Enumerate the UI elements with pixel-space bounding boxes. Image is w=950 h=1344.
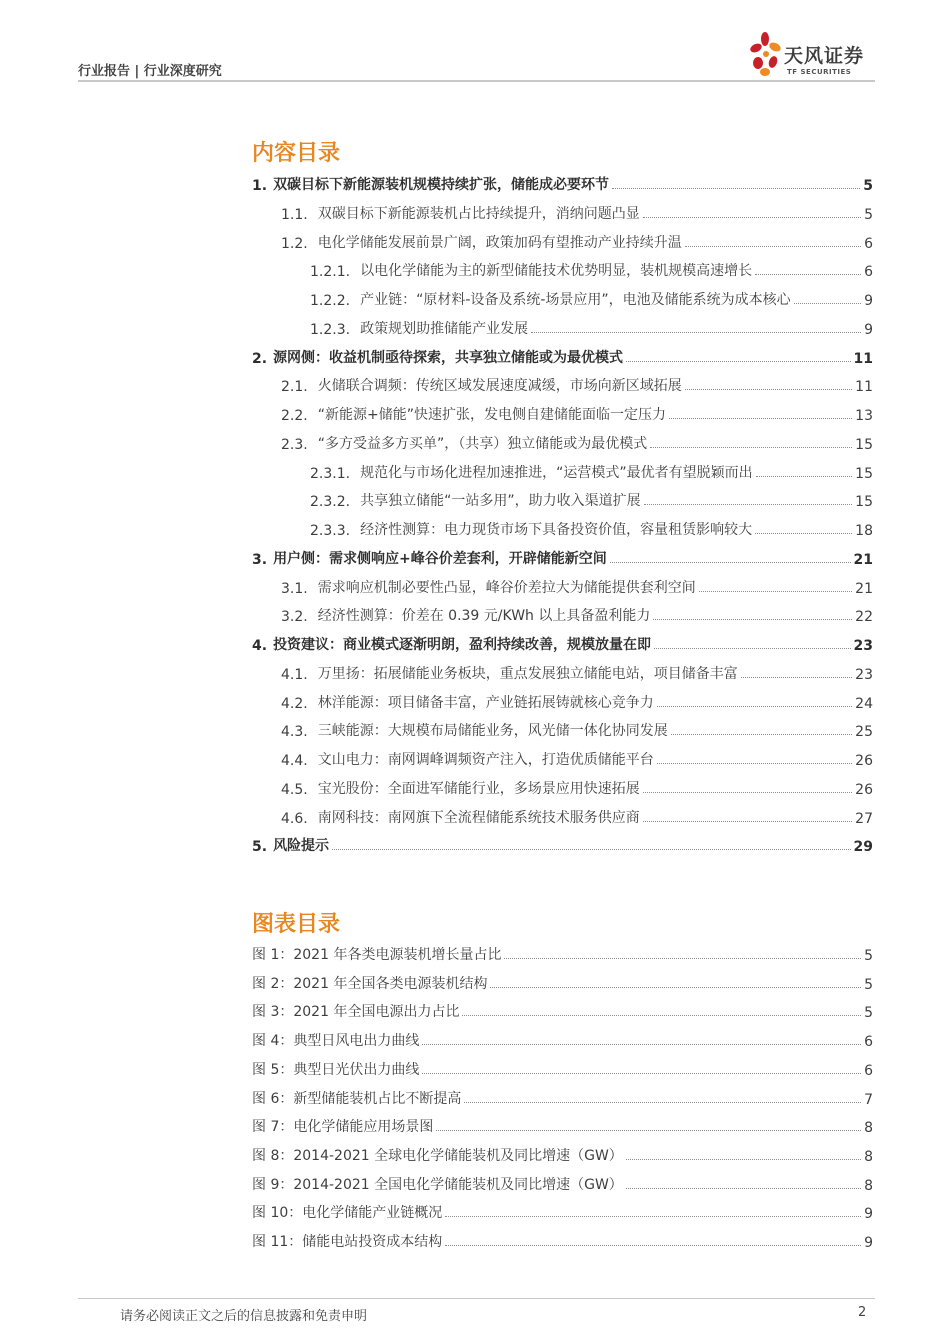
toc-entry[interactable] xyxy=(310,517,873,539)
footer-page-number: 2 xyxy=(858,1305,867,1320)
entry-page: 29 xyxy=(853,839,873,856)
entry-number: 5. xyxy=(252,839,268,856)
entry-page: 9 xyxy=(864,1206,873,1223)
toc-entry[interactable] xyxy=(252,1086,873,1108)
entry-title: 典型日光伏出力曲线 xyxy=(293,1061,420,1078)
dot-leader xyxy=(462,1015,861,1016)
entry-title: 经济性测算：价差在 0.39 元/KWh 以上具备盈利能力 xyxy=(317,608,651,625)
entry-page: 8 xyxy=(864,1120,873,1137)
entry-page: 5 xyxy=(864,1005,873,1022)
entry-page: 18 xyxy=(855,523,873,539)
dot-leader xyxy=(669,418,852,419)
entry-page: 6 xyxy=(864,235,873,252)
entry-title: 投资建议：商业模式逐渐明朗，盈利持续改善，规模放量在即 xyxy=(273,637,652,653)
footer-divider xyxy=(78,1298,875,1299)
entry-page: 26 xyxy=(855,753,873,769)
entry-title: 双碳目标下新能源装机占比持续提升，消纳问题凸显 xyxy=(317,205,640,222)
toc-entry[interactable] xyxy=(310,488,873,510)
toc-entry[interactable] xyxy=(281,230,873,252)
dot-leader xyxy=(436,1130,861,1131)
entry-page: 6 xyxy=(864,264,873,281)
entry-page: 8 xyxy=(864,1177,873,1194)
entry-page: 21 xyxy=(853,551,873,568)
logo-name-en: TF SECURITIES xyxy=(787,68,852,76)
entry-title: 经济性测算：电力现货市场下具备投资价值，容量租赁影响较大 xyxy=(360,522,753,538)
entry-title: 需求响应机制必要性凸显，峰谷价差拉大为储能提供套利空间 xyxy=(317,579,696,596)
entry-title: 电化学储能发展前景广阔，政策加码有望推动产业持续升温 xyxy=(317,234,682,251)
dot-leader xyxy=(464,1102,861,1103)
dot-leader xyxy=(504,958,861,959)
entry-page: 9 xyxy=(864,293,873,309)
entry-title: 以电化学储能为主的新型储能技术优势明显，装机规模高速增长 xyxy=(360,263,753,280)
entry-title: 2014-2021 全球电化学储能装机及同比增速（GW） xyxy=(293,1147,623,1164)
dot-leader xyxy=(755,274,861,275)
entry-title: 宝光股份：全面进军储能行业，多场景应用快速拓展 xyxy=(317,780,640,797)
toc-entry[interactable] xyxy=(252,1172,873,1194)
toc-entry[interactable] xyxy=(281,776,873,798)
dot-leader xyxy=(332,849,850,850)
entry-number: 2. xyxy=(252,350,268,367)
entry-number: 4.5. xyxy=(281,781,308,798)
dot-leader xyxy=(643,821,852,822)
entry-number: 图 7： xyxy=(252,1119,294,1136)
toc-entry[interactable] xyxy=(281,373,873,395)
dot-leader xyxy=(422,1044,861,1045)
entry-number: 2.3. xyxy=(281,436,308,453)
entry-number: 1.2.3. xyxy=(310,321,351,338)
dot-leader xyxy=(699,591,852,592)
entry-page: 15 xyxy=(855,465,873,482)
entry-page: 7 xyxy=(864,1091,873,1108)
entry-title: 火储联合调频：传统区域发展速度减缓，市场向新区域拓展 xyxy=(317,378,682,395)
dot-leader xyxy=(626,361,850,362)
company-logo xyxy=(748,30,878,78)
toc-entry[interactable] xyxy=(281,201,873,223)
dot-leader xyxy=(643,792,852,793)
toc-entry[interactable] xyxy=(281,402,873,424)
entry-page: 5 xyxy=(863,178,873,194)
dot-leader xyxy=(654,648,850,649)
toc-entry[interactable] xyxy=(281,747,873,769)
entry-page: 8 xyxy=(864,1148,873,1165)
toc-entry[interactable] xyxy=(281,690,873,712)
entry-page: 5 xyxy=(864,976,873,993)
dot-leader xyxy=(626,1188,861,1189)
entry-number: 图 10： xyxy=(252,1205,303,1222)
entry-page: 21 xyxy=(855,580,873,597)
toc-entry[interactable] xyxy=(281,718,873,740)
toc-entry[interactable] xyxy=(281,805,873,827)
entry-title: 林洋能源：项目储备丰富，产业链拓展铸就核心竞争力 xyxy=(317,694,654,711)
entry-number: 3.1. xyxy=(281,580,308,597)
toc-entry[interactable] xyxy=(252,999,873,1021)
dot-leader xyxy=(657,763,852,764)
toc-entry[interactable] xyxy=(310,287,873,309)
entry-number: 图 2： xyxy=(252,975,294,992)
logo-name-cn: 天风证券 xyxy=(784,45,865,67)
entry-title: 电化学储能应用场景图 xyxy=(293,1119,434,1136)
header-divider xyxy=(78,80,875,82)
entry-number: 图 11： xyxy=(252,1234,303,1250)
footer-disclaimer: 请务必阅读正文之后的信息披露和免责申明 xyxy=(120,1309,368,1324)
dot-leader xyxy=(756,476,853,477)
entry-number: 2.3.1. xyxy=(310,465,351,482)
entry-page: 11 xyxy=(853,350,873,367)
entry-title: 三峡能源：大规模布局储能业务，风光储一体化协同发展 xyxy=(317,723,668,740)
toc-entry[interactable] xyxy=(310,316,873,338)
entry-title: 2021 年全国电源出力占比 xyxy=(293,1004,460,1021)
entry-number: 4.4. xyxy=(281,753,308,769)
toc-entry[interactable] xyxy=(252,942,873,964)
entry-number: 1.1. xyxy=(281,206,308,223)
entry-title: “新能源+储能”快速扩张，发电侧自建储能面临一定压力 xyxy=(317,407,666,423)
entry-title: 产业链：“原材料-设备及系统-场景应用”，电池及储能系统为成本核心 xyxy=(360,292,791,308)
entry-title: 储能电站投资成本结构 xyxy=(302,1234,443,1250)
toc-entry[interactable] xyxy=(310,258,873,280)
entry-page: 9 xyxy=(864,321,873,338)
toc-heading: 内容目录 xyxy=(252,141,341,166)
dot-leader xyxy=(755,533,852,534)
dot-leader xyxy=(685,389,852,390)
entry-title: 2014-2021 全国电化学储能装机及同比增速（GW） xyxy=(293,1176,623,1193)
entry-page: 26 xyxy=(855,781,873,798)
dot-leader xyxy=(490,987,861,988)
entry-number: 4. xyxy=(252,638,268,654)
dot-leader xyxy=(445,1245,861,1246)
entry-number: 2.1. xyxy=(281,379,308,396)
entry-number: 4.6. xyxy=(281,810,308,827)
entry-number: 图 9： xyxy=(252,1176,294,1193)
entry-number: 4.2. xyxy=(281,695,308,712)
entry-page: 25 xyxy=(855,724,873,741)
entry-number: 图 3： xyxy=(252,1004,294,1021)
dot-leader xyxy=(612,188,860,189)
entry-number: 图 6： xyxy=(252,1090,294,1107)
entry-title: 源网侧：收益机制亟待探索，共享独立储能或为最优模式 xyxy=(273,349,624,366)
toc-entry[interactable] xyxy=(252,1114,873,1136)
header-title: 行业报告 | 行业深度研究 xyxy=(78,64,222,79)
entry-title: 政策规划助推储能产业发展 xyxy=(360,320,529,337)
entry-page: 6 xyxy=(864,1062,873,1079)
toc-entry[interactable] xyxy=(252,345,873,367)
entry-page: 11 xyxy=(855,379,873,396)
entry-title: “多方受益多方买单”，（共享）独立储能或为最优模式 xyxy=(317,435,648,452)
entry-title: 风险提示 xyxy=(273,838,330,855)
entry-number: 图 1： xyxy=(252,947,294,963)
toc-entry[interactable] xyxy=(252,172,873,194)
tf-flower-logo-icon xyxy=(748,30,784,78)
entry-number: 1.2.1. xyxy=(310,264,351,281)
toc-entry[interactable] xyxy=(252,1028,873,1050)
toc-entry[interactable] xyxy=(252,1229,873,1251)
entry-page: 24 xyxy=(855,695,873,712)
entry-page: 6 xyxy=(864,1034,873,1051)
entry-number: 1. xyxy=(252,178,268,194)
dot-leader xyxy=(445,1216,861,1217)
toc-entry[interactable] xyxy=(252,1200,873,1222)
entry-number: 4.1. xyxy=(281,666,308,683)
entry-page: 13 xyxy=(855,408,873,424)
toc-entry[interactable] xyxy=(281,661,873,683)
dot-leader xyxy=(657,706,852,707)
entry-number: 2.2. xyxy=(281,408,308,424)
toc-entry[interactable] xyxy=(281,431,873,453)
dot-leader xyxy=(643,217,861,218)
entry-title: 2021 年全国各类电源装机结构 xyxy=(293,975,488,992)
entry-page: 15 xyxy=(855,436,873,453)
dot-leader xyxy=(685,246,861,247)
entry-title: 文山电力：南网调峰调频资产注入，打造优质储能平台 xyxy=(317,752,654,768)
entry-title: 新型储能装机占比不断提高 xyxy=(293,1090,462,1107)
entry-title: 南网科技：南网旗下全流程储能系统技术服务供应商 xyxy=(317,809,640,826)
dot-leader xyxy=(644,504,853,505)
entry-number: 3.2. xyxy=(281,609,308,626)
toc-entry[interactable] xyxy=(252,632,873,654)
entry-page: 23 xyxy=(853,638,873,654)
toc-entry[interactable] xyxy=(281,603,873,625)
entry-page: 5 xyxy=(864,206,873,223)
dot-leader xyxy=(671,734,852,735)
entry-page: 15 xyxy=(855,494,873,511)
dot-leader xyxy=(653,619,852,620)
entry-number: 2.3.3. xyxy=(310,523,351,539)
toc-entry[interactable] xyxy=(252,1143,873,1165)
dot-leader xyxy=(650,447,852,448)
entry-title: 规范化与市场化进程加速推进，“运营模式”最优者有望脱颖而出 xyxy=(360,464,753,481)
dot-leader xyxy=(422,1073,861,1074)
entry-page: 9 xyxy=(864,1235,873,1251)
entry-title: 2021 年各类电源装机增长量占比 xyxy=(293,947,502,963)
entry-number: 3. xyxy=(252,551,268,568)
entry-number: 1.2.2. xyxy=(310,293,351,309)
entry-number: 1.2. xyxy=(281,235,308,252)
entry-number: 图 5： xyxy=(252,1061,294,1078)
toc-entry[interactable] xyxy=(310,460,873,482)
dot-leader xyxy=(741,677,852,678)
toc-entry[interactable] xyxy=(281,575,873,597)
entry-page: 23 xyxy=(855,666,873,683)
entry-number: 图 4： xyxy=(252,1033,294,1050)
toc-entry[interactable] xyxy=(252,1057,873,1079)
entry-number: 2.3.2. xyxy=(310,494,351,511)
entry-title: 电化学储能产业链概况 xyxy=(302,1205,443,1222)
entry-page: 22 xyxy=(855,609,873,626)
dot-leader xyxy=(531,332,861,333)
entry-title: 共享独立储能“一站多用”，助力收入渠道扩展 xyxy=(360,493,641,510)
entry-title: 典型日风电出力曲线 xyxy=(293,1033,420,1050)
entry-title: 万里扬：拓展储能业务板块，重点发展独立储能电站，项目储备丰富 xyxy=(317,665,738,682)
entry-number: 图 8： xyxy=(252,1147,294,1164)
entry-page: 5 xyxy=(864,948,873,964)
entry-title: 用户侧：需求侧响应+峰谷价差套利，开辟储能新空间 xyxy=(273,550,607,567)
toc-entry[interactable] xyxy=(252,971,873,993)
dot-leader xyxy=(626,1159,861,1160)
figures-heading: 图表目录 xyxy=(252,912,341,937)
toc-entry[interactable] xyxy=(252,833,873,855)
entry-page: 27 xyxy=(855,810,873,827)
toc-entry[interactable] xyxy=(252,546,873,568)
entry-title: 双碳目标下新能源装机规模持续扩张，储能成必要环节 xyxy=(273,177,610,193)
dot-leader xyxy=(794,303,861,304)
dot-leader xyxy=(610,562,851,563)
entry-number: 4.3. xyxy=(281,724,308,741)
